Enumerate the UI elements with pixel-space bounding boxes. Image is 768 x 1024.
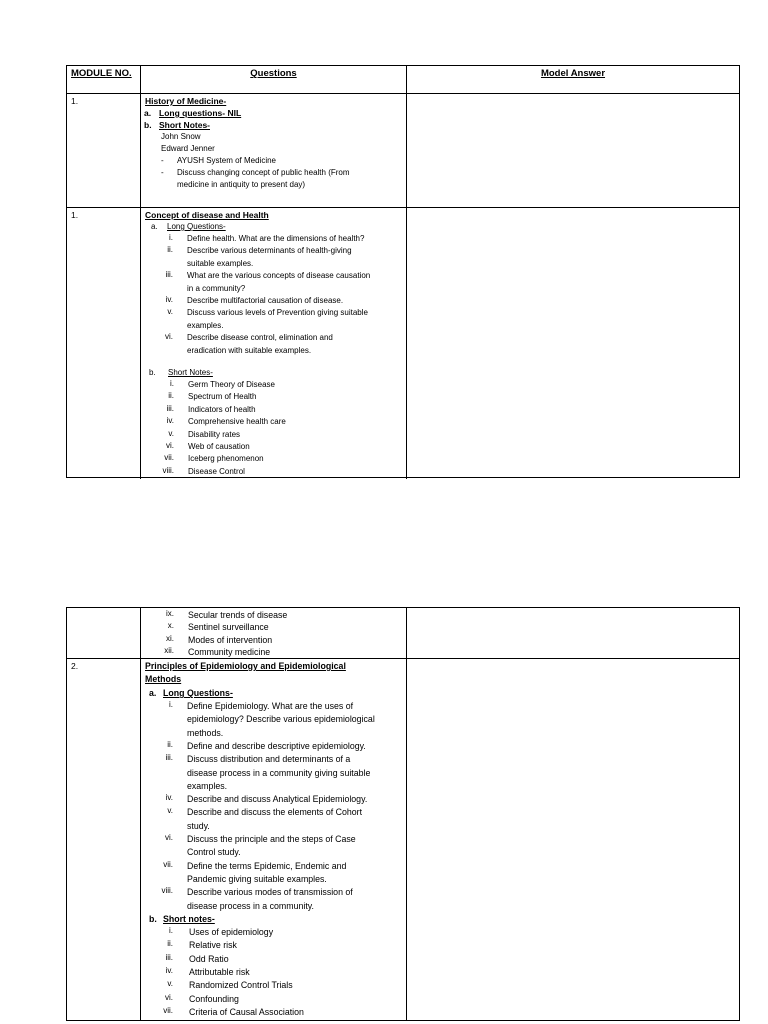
short-notes-label: Short notes- — [163, 913, 215, 924]
list-item: Describe multifactorial causation of disease. — [187, 296, 344, 305]
module-number: 1. — [71, 210, 79, 220]
list-item: Criteria of Causal Association — [189, 1006, 304, 1017]
list-numeral: v. — [167, 307, 173, 317]
list-numeral: xi. — [166, 633, 174, 643]
list-item: Secular trends of disease — [188, 610, 288, 620]
list-item: Describe disease control, elimination and — [187, 333, 333, 343]
list-item: Disability rates — [188, 429, 241, 439]
long-questions-label: Long questions- NIL — [159, 108, 242, 118]
list-item: suitable examples. — [187, 258, 254, 268]
list-numeral: ix. — [166, 609, 174, 618]
bullet-dash: - — [161, 168, 164, 177]
list-item: Discuss various levels of Prevention giving suitable — [187, 308, 368, 318]
section-title: Methods — [145, 674, 182, 684]
table-row-history-of-medicine — [67, 93, 739, 207]
list-numeral: vii. — [163, 859, 173, 869]
table-row-epidemiology — [67, 658, 739, 1020]
list-item: Describe and discuss Analytical Epidemiology. — [187, 794, 368, 805]
list-item: Define Epidemiology. What are the uses of — [187, 701, 354, 711]
list-item: Control study. — [187, 847, 241, 858]
long-questions-label: Long Questions- — [167, 222, 226, 231]
short-notes-label: Short Notes- — [159, 120, 210, 130]
list-item: Uses of epidemiology — [189, 927, 274, 938]
list-item: medicine in antiquity to present day) — [177, 180, 306, 189]
module-number: 2. — [71, 661, 79, 671]
list-item: Randomized Control Trials — [189, 980, 293, 991]
list-item: Discuss distribution and determinants of a — [187, 754, 351, 765]
list-numeral: ii. — [167, 739, 173, 749]
short-notes-label: Short Notes- — [168, 368, 213, 377]
list-numeral: viii. — [161, 886, 173, 896]
list-item: Spectrum of Health — [188, 392, 257, 402]
list-numeral: vi. — [165, 833, 173, 842]
list-numeral: i. — [169, 700, 173, 709]
list-item: What are the various concepts of disease causation — [187, 271, 371, 281]
long-questions-label: Long Questions- — [163, 688, 233, 698]
syllabus-table-page-1 — [66, 65, 740, 478]
list-item: Iceberg phenomenon — [188, 454, 264, 464]
bullet-dash: - — [161, 156, 164, 165]
list-item: Discuss changing concept of public health (From — [177, 168, 350, 177]
list-item: Attributable risk — [189, 967, 250, 977]
list-item: Pandemic giving suitable examples. — [187, 873, 327, 884]
questions-header: Questions — [250, 68, 297, 79]
list-numeral: ii. — [167, 245, 173, 255]
table-header-row — [67, 66, 739, 93]
list-item: Odd Ratio — [189, 953, 229, 964]
list-item: disease process in a community. — [187, 900, 314, 911]
list-numeral: x. — [167, 621, 174, 631]
list-numeral: i. — [169, 926, 173, 936]
list-numeral: i. — [170, 379, 174, 388]
list-item: Discuss the principle and the steps of Case — [187, 834, 356, 844]
list-numeral: vi. — [166, 441, 174, 450]
list-item: Web of causation — [188, 442, 250, 451]
list-item: Define the terms Epidemic, Endemic and — [187, 860, 347, 871]
table-row-continuation — [67, 608, 739, 658]
list-numeral: iii. — [165, 753, 173, 763]
list-item: Define and describe descriptive epidemiology. — [187, 740, 366, 751]
list-marker: a. — [144, 108, 152, 118]
list-numeral: vi. — [165, 992, 173, 1002]
list-numeral: iii. — [165, 952, 173, 962]
list-item: Confounding — [189, 993, 239, 1004]
syllabus-table-page-2 — [66, 607, 740, 1021]
list-item: Describe and discuss the elements of Cohort — [187, 807, 363, 818]
section-title: Principles of Epidemiology and Epidemiological — [145, 661, 346, 671]
list-numeral: xii. — [164, 646, 174, 656]
list-item: Edward Jenner — [161, 144, 215, 153]
list-item: Modes of intervention — [188, 634, 273, 645]
list-item: Community medicine — [188, 647, 271, 658]
list-numeral: vii. — [163, 1005, 173, 1015]
module-header: MODULE NO. — [71, 68, 132, 79]
list-numeral: ii. — [167, 939, 173, 949]
list-numeral: viii. — [162, 465, 174, 475]
list-item: Indicators of health — [188, 404, 256, 414]
list-marker: b. — [149, 913, 157, 924]
list-item: Comprehensive health care — [188, 417, 286, 427]
list-item: Sentinel surveillance — [188, 622, 269, 633]
list-item: study. — [187, 820, 210, 831]
list-numeral: v. — [167, 979, 173, 989]
list-marker: b. — [149, 368, 156, 377]
list-item: epidemiology? Describe various epidemiological — [187, 714, 375, 725]
list-item: AYUSH System of Medicine — [177, 156, 276, 165]
list-marker: a. — [151, 222, 158, 231]
list-marker: a. — [149, 688, 157, 698]
list-numeral: ii. — [168, 391, 174, 401]
list-item: in a community? — [187, 283, 246, 293]
list-numeral: v. — [167, 806, 173, 816]
list-numeral: iii. — [165, 270, 173, 280]
list-numeral: iv. — [165, 966, 173, 975]
list-item: methods. — [187, 727, 224, 738]
list-numeral: iii. — [166, 403, 174, 413]
model-answer-header: Model Answer — [540, 68, 606, 79]
list-numeral: iv. — [166, 416, 174, 426]
list-numeral: iv. — [165, 793, 173, 803]
list-item: examples. — [187, 780, 228, 791]
list-numeral: iv. — [165, 295, 173, 304]
list-marker: b. — [144, 120, 152, 130]
list-item: Disease Control — [188, 466, 245, 476]
module-number: 1. — [71, 96, 79, 106]
list-item: Relative risk — [189, 940, 237, 951]
list-item: Define health. What are the dimensions of health? — [187, 234, 365, 243]
list-numeral: vii. — [164, 453, 174, 463]
section-title: Concept of disease and Health — [145, 210, 269, 220]
list-item: Describe various modes of transmission of — [187, 887, 353, 898]
list-numeral: vi. — [165, 332, 173, 342]
section-title: History of Medicine- — [145, 96, 227, 106]
list-item: Germ Theory of Disease — [188, 380, 275, 389]
list-item: eradication with suitable examples. — [187, 345, 312, 355]
table-row-concept-of-disease — [67, 207, 739, 479]
list-numeral: i. — [169, 233, 173, 242]
list-item: John Snow — [161, 132, 201, 141]
list-item: examples. — [187, 320, 224, 330]
list-numeral: v. — [168, 428, 174, 438]
list-item: disease process in a community giving suitable — [187, 767, 371, 778]
list-item: Describe various determinants of health-giving — [187, 246, 352, 256]
